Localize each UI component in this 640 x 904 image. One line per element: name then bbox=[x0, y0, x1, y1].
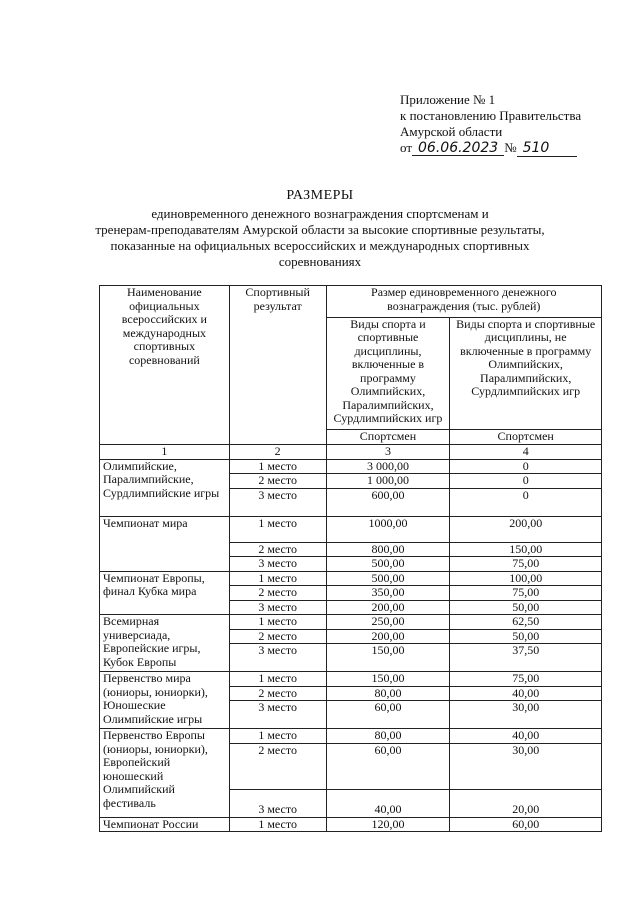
decree-number: 510 bbox=[522, 140, 550, 156]
table-row bbox=[100, 516, 602, 542]
awards-table bbox=[99, 285, 602, 832]
competition-name: Первенство Европы (юниоры, юниорки), Европейский юношеский Олимпийский фестиваль bbox=[100, 729, 230, 818]
table-row bbox=[100, 615, 602, 630]
result: 2 место bbox=[229, 686, 326, 701]
non-olympic-value: 50,00 bbox=[450, 600, 602, 615]
result: 3 место bbox=[229, 600, 326, 615]
olympic-value: 1000,00 bbox=[326, 516, 450, 542]
result: 1 место bbox=[229, 516, 326, 542]
header-athlete-3: Спортсмен bbox=[326, 430, 450, 445]
appendix-date-line bbox=[400, 140, 581, 157]
result: 3 место bbox=[229, 557, 326, 572]
non-olympic-value: 30,00 bbox=[450, 743, 602, 789]
result: 3 место bbox=[229, 789, 326, 817]
olympic-value: 150,00 bbox=[326, 672, 450, 687]
table-row bbox=[100, 729, 602, 744]
result: 1 место bbox=[229, 817, 326, 832]
non-olympic-value: 62,50 bbox=[450, 615, 602, 630]
non-olympic-value: 75,00 bbox=[450, 586, 602, 601]
header-competition: Наименование официальных всероссийских и международных спортивных соревнований bbox=[100, 286, 230, 445]
header-athlete-4: Спортсмен bbox=[450, 430, 602, 445]
olympic-value: 150,00 bbox=[326, 644, 450, 672]
non-olympic-value: 40,00 bbox=[450, 729, 602, 744]
number-prefix: № bbox=[504, 140, 517, 155]
header-non-olympic: Виды спорта и спортивные дисциплины, не включенные в программу Олимпийских, Паралимпийских, Сурдлимпийских игр bbox=[450, 317, 602, 429]
non-olympic-value: 100,00 bbox=[450, 571, 602, 586]
result: 2 место bbox=[229, 542, 326, 557]
olympic-value: 60,00 bbox=[326, 743, 450, 789]
result: 1 место bbox=[229, 571, 326, 586]
non-olympic-value: 150,00 bbox=[450, 542, 602, 557]
decree-date: 06.06.2023 bbox=[418, 140, 499, 156]
non-olympic-value: 40,00 bbox=[450, 686, 602, 701]
competition-name: Чемпионат мира bbox=[100, 516, 230, 571]
date-prefix: от bbox=[400, 140, 413, 155]
title-line-1: единовременного денежного вознаграждения спортсменам и bbox=[151, 206, 489, 221]
olympic-value: 120,00 bbox=[326, 817, 450, 832]
olympic-value: 500,00 bbox=[326, 557, 450, 572]
olympic-value: 80,00 bbox=[326, 686, 450, 701]
result: 3 место bbox=[229, 701, 326, 729]
column-number: 4 bbox=[450, 445, 602, 460]
result: 2 место bbox=[229, 586, 326, 601]
olympic-value: 800,00 bbox=[326, 542, 450, 557]
non-olympic-value: 75,00 bbox=[450, 557, 602, 572]
olympic-value: 200,00 bbox=[326, 600, 450, 615]
result: 3 место bbox=[229, 488, 326, 516]
result: 2 место bbox=[229, 629, 326, 644]
appendix-block bbox=[400, 92, 581, 157]
olympic-value: 80,00 bbox=[326, 729, 450, 744]
table-row bbox=[100, 459, 602, 474]
non-olympic-value: 30,00 bbox=[450, 701, 602, 729]
column-number: 3 bbox=[326, 445, 450, 460]
non-olympic-value: 20,00 bbox=[450, 789, 602, 817]
result: 2 место bbox=[229, 474, 326, 489]
table-row bbox=[100, 817, 602, 832]
column-number: 2 bbox=[229, 445, 326, 460]
competition-name: Всемирная универсиада, Европейские игры, Кубок Европы bbox=[100, 615, 230, 672]
appendix-line-1: Приложение № 1 bbox=[400, 92, 496, 107]
appendix-line-3: Амурской области bbox=[400, 124, 503, 139]
olympic-value: 200,00 bbox=[326, 629, 450, 644]
title-line-3: показанные на официальных всероссийских и международных спортивных bbox=[110, 238, 530, 253]
result: 2 место bbox=[229, 743, 326, 789]
result: 3 место bbox=[229, 644, 326, 672]
competition-name: Чемпионат Европы, финал Кубка мира bbox=[100, 571, 230, 615]
olympic-value: 250,00 bbox=[326, 615, 450, 630]
result: 1 место bbox=[229, 729, 326, 744]
competition-name: Олимпийские, Паралимпийские, Сурдлимпийские игры bbox=[100, 459, 230, 516]
appendix-line-2: к постановлению Правительства bbox=[400, 108, 582, 123]
table-row bbox=[100, 571, 602, 586]
title-line-4: соревнованиях bbox=[278, 254, 362, 269]
olympic-value: 600,00 bbox=[326, 488, 450, 516]
column-numbers-row bbox=[100, 445, 602, 460]
olympic-value: 1 000,00 bbox=[326, 474, 450, 489]
table-row bbox=[100, 672, 602, 687]
header-result: Спортивный результат bbox=[229, 286, 326, 445]
non-olympic-value: 0 bbox=[450, 474, 602, 489]
header-award-size: Размер единовременного денежного вознаграждения (тыс. рублей) bbox=[326, 286, 601, 318]
result: 1 место bbox=[229, 459, 326, 474]
column-number: 1 bbox=[100, 445, 230, 460]
olympic-value: 350,00 bbox=[326, 586, 450, 601]
header-olympic: Виды спорта и спортивные дисциплины, включенные в программу Олимпийских, Паралимпийских, Сурдлимпийских игр bbox=[326, 317, 450, 429]
olympic-value: 500,00 bbox=[326, 571, 450, 586]
competition-name: Первенство мира (юниоры, юниорки), Юношеские Олимпийские игры bbox=[100, 672, 230, 729]
competition-name: Чемпионат России bbox=[100, 817, 230, 832]
non-olympic-value: 60,00 bbox=[450, 817, 602, 832]
non-olympic-value: 75,00 bbox=[450, 672, 602, 687]
non-olympic-value: 0 bbox=[450, 459, 602, 474]
result: 1 место bbox=[229, 672, 326, 687]
title-heading: РАЗМЕРЫ bbox=[286, 188, 354, 203]
non-olympic-value: 0 bbox=[450, 488, 602, 516]
header-row-1 bbox=[100, 286, 602, 318]
olympic-value: 3 000,00 bbox=[326, 459, 450, 474]
non-olympic-value: 37,50 bbox=[450, 644, 602, 672]
document-title bbox=[0, 188, 640, 270]
result: 1 место bbox=[229, 615, 326, 630]
title-line-2: тренерам-преподавателям Амурской области за высокие спортивные результаты, bbox=[95, 222, 545, 237]
olympic-value: 60,00 bbox=[326, 701, 450, 729]
non-olympic-value: 200,00 bbox=[450, 516, 602, 542]
non-olympic-value: 50,00 bbox=[450, 629, 602, 644]
olympic-value: 40,00 bbox=[326, 789, 450, 817]
